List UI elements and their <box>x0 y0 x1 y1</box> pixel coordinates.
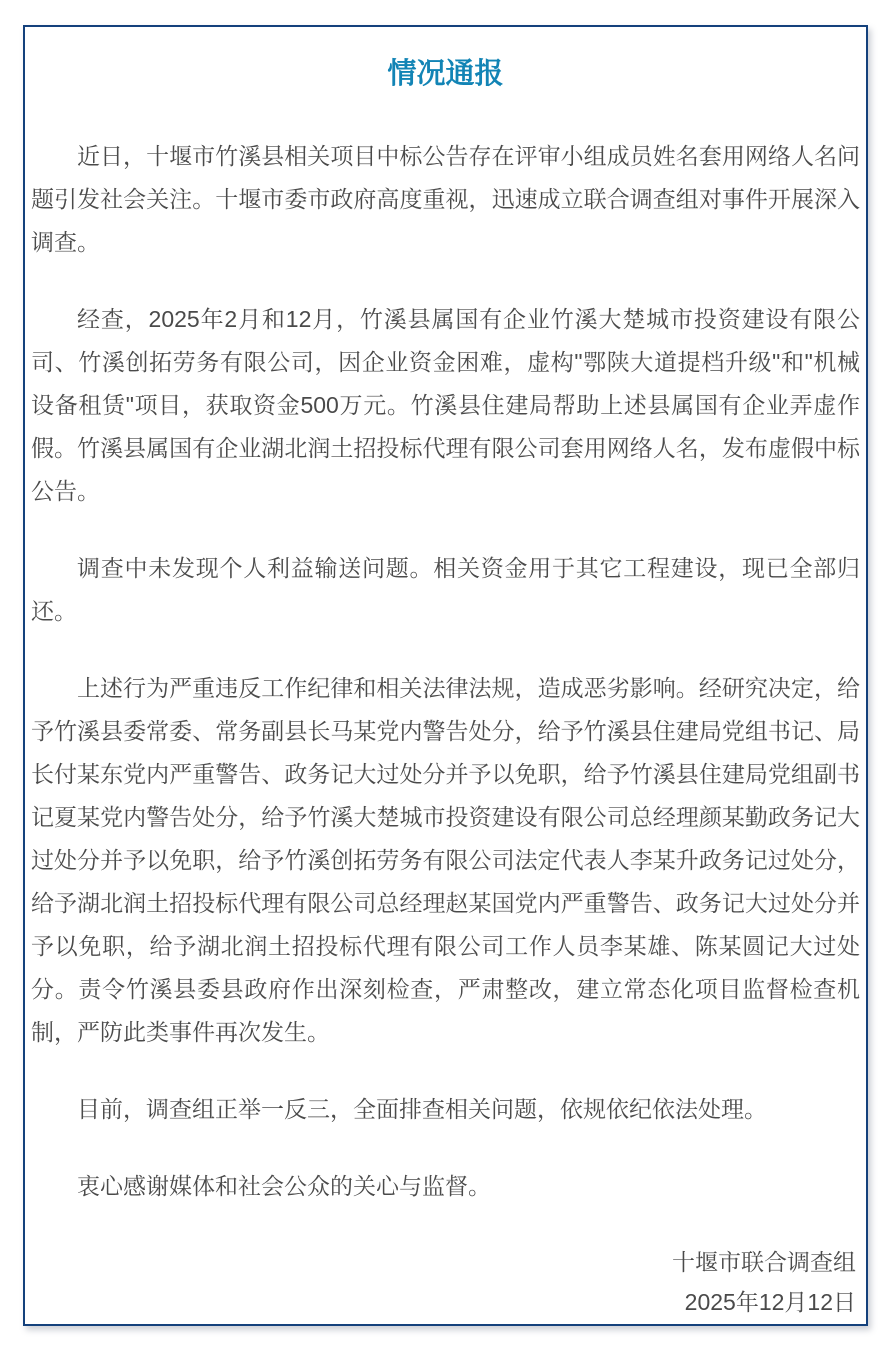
signature-org: 十堰市联合调查组 <box>672 1249 856 1275</box>
notice-title: 情况通报 <box>387 58 504 90</box>
notice-paragraph-intro: 近日，十堰市竹溪县相关项目中标公告存在评审小组成员姓名套用网络人名问题引发社会关注。十堰市委市政府高度重视，迅速成立联合调查组对事件开展深入调查。 <box>31 143 860 255</box>
notice-paragraph-ongoing: 目前，调查组正举一反三，全面排查相关问题，依规依纪依法处理。 <box>77 1096 767 1122</box>
notice-paragraph-funds: 调查中未发现个人利益输送问题。相关资金用于其它工程建设，现已全部归还。 <box>31 555 860 624</box>
notice-paragraph-thanks: 衷心感谢媒体和社会公众的关心与监督。 <box>77 1173 491 1199</box>
notice-frame <box>23 25 868 1326</box>
signature-date: 2025年12月12日 <box>684 1289 856 1315</box>
signature-block <box>31 1242 860 1322</box>
notice-paragraph-findings: 经查，2025年2月和12月，竹溪县属国有企业竹溪大楚城市投资建设有限公司、竹溪创拓劳务有限公司，因企业资金困难，虚构"鄂陕大道提档升级"和"机械设备租赁"项目，获取资金500万元。竹溪县住建局帮助上述县属国有企业弄虚作假。竹溪县属国有企业湖北润土招投标代理有限公司套用网络人名，发布虚假中标公告。 <box>31 306 860 504</box>
notice-paragraph-punishments: 上述行为严重违反工作纪律和相关法律法规，造成恶劣影响。经研究决定，给予竹溪县委常委、常务副县长马某党内警告处分，给予竹溪县住建局党组书记、局长付某东党内严重警告、政务记大过处分并予以免职，给予竹溪县住建局党组副书记夏某党内警告处分，给予竹溪大楚城市投资建设有限公司总经理颜某勤政务记大过处分并予以免职，给予竹溪创拓劳务有限公司法定代表人李某升政务记过处分，给予湖北润土招投标代理有限公司总经理赵某国党内严重警告、政务记大过处分并予以免职，给予湖北润土招投标代理有限公司工作人员李某雄、陈某圆记大过处分。责令竹溪县委县政府作出深刻检查，严肃整改，建立常态化项目监督检查机制，严防此类事件再次发生。 <box>31 675 860 1045</box>
